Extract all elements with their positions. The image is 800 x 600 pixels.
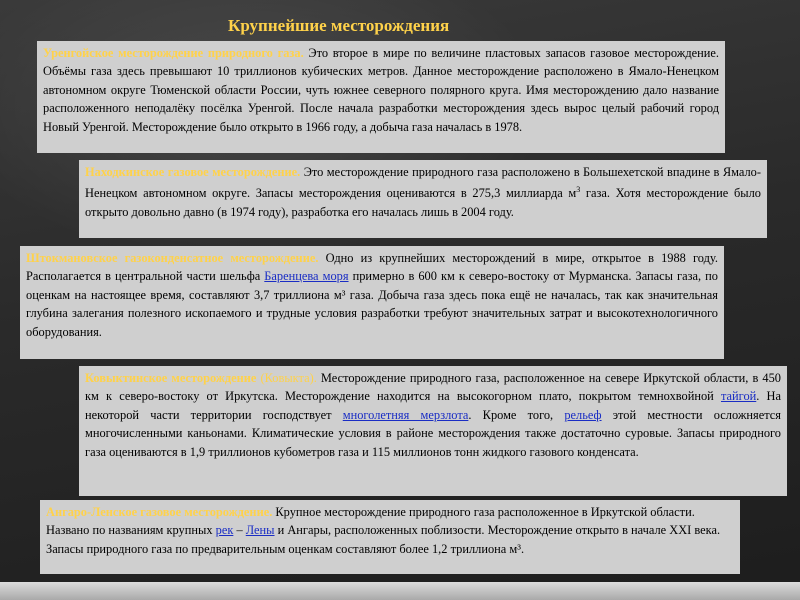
block-heading: Находкинское газовое месторождение.	[85, 165, 301, 179]
text-block-nakhodka	[79, 160, 767, 238]
block-text: Крупное месторождение природного газа расположенное в Иркутской области. Названо по названиям крупных	[46, 505, 695, 538]
text-block-shtokman	[20, 246, 724, 359]
block-text: этой местности осложняется многочисленными каньонами. Климатические условия в районе месторождения также достаточно суровые. Запасы природного газа оцениваются в 1,9 триллионов кубометров газа и 115 миллионов тонн жидкого газового конденсата.	[85, 407, 781, 459]
block-text: –	[233, 523, 246, 538]
link-rivers[interactable]: рек	[215, 523, 234, 538]
block-text: примерно в 600 км к северо-востоку от Мурманска. Запасы газа, по оценкам на настоящее время, составляют 3,7 триллиона м³ газа. Добыча газа здесь пока ещё не началась, так как значительная глубина залегания полезного ископаемого и трудные условия разработки требуют значительных затрат и высокотехнологичного оборудования.	[26, 269, 719, 339]
block-heading: Штокмановское газоконденсатное месторождение.	[26, 251, 319, 265]
link-permafrost[interactable]: многолетняя мерзлота	[342, 407, 469, 422]
link-relief[interactable]: рельеф	[564, 407, 602, 422]
block-heading-paren: (Ковыкта).	[256, 371, 317, 385]
block-text: Это второе в мире по величине пластовых запасов газовое месторождение. Объёмы газа здесь превышают 10 триллионов кубических метров. Данное месторождение расположено в Ямало-Ненецком автономном округе Тюменской области России, чуть южнее северного полярного круга. Имя месторождению дало название расположенного неподалёку посёлка Уренгой. После начала разработки месторождения здесь вырос целый рабочий город Новый Уренгой. Месторождение было открыто в 1966 году, а добыча газа началась в 1978.	[43, 46, 719, 134]
block-heading: Ковыктинское месторождение	[85, 371, 257, 385]
block-text: Месторождение природного газа, расположенное на севере Иркутской области, в 450 км к северо-востоку от Иркутска. Месторождение находится на высокогорном плато, покрытом темнохвойной	[85, 371, 781, 404]
link-taiga[interactable]: тайгой	[720, 389, 757, 404]
slide-title: Крупнейшие месторождения	[228, 16, 450, 35]
bottom-bar	[0, 582, 800, 600]
text-block-angaro-lena	[40, 500, 740, 574]
block-text: . На некоторой части территории господствует	[85, 389, 781, 422]
link-lena[interactable]: Лены	[245, 523, 275, 538]
text-block-urengoy	[37, 41, 725, 153]
block-text: Это месторождение природного газа расположено в Большехетской впадине в Ямало-Ненецком автономном округе. Запасы месторождения оцениваются в 275,3 миллиарда м	[85, 165, 762, 201]
block-text: и Ангары, расположенных поблизости. Месторождение открыто в начале XXI века. Запасы природного газа по предварительным оценкам составляют более 1,2 триллиона м³.	[46, 523, 721, 556]
block-text: газа. Хотя месторождение было открыто довольно давно (в 1974 году), разработка его началась лишь в 2004 году.	[85, 186, 761, 219]
text-block-kovykta	[79, 366, 787, 496]
block-text: Одно из крупнейших месторождений в мире, открытое в 1988 году. Располагается в центральной части шельфа	[26, 251, 718, 284]
superscript: 3	[576, 185, 581, 195]
link-barents-sea[interactable]: Баренцева моря	[264, 269, 349, 284]
block-heading: Уренгойское месторождение природного газа.	[43, 46, 304, 60]
block-heading: Ангаро-Ленское газовое месторождение.	[46, 505, 273, 519]
block-text: . Кроме того,	[468, 407, 565, 422]
